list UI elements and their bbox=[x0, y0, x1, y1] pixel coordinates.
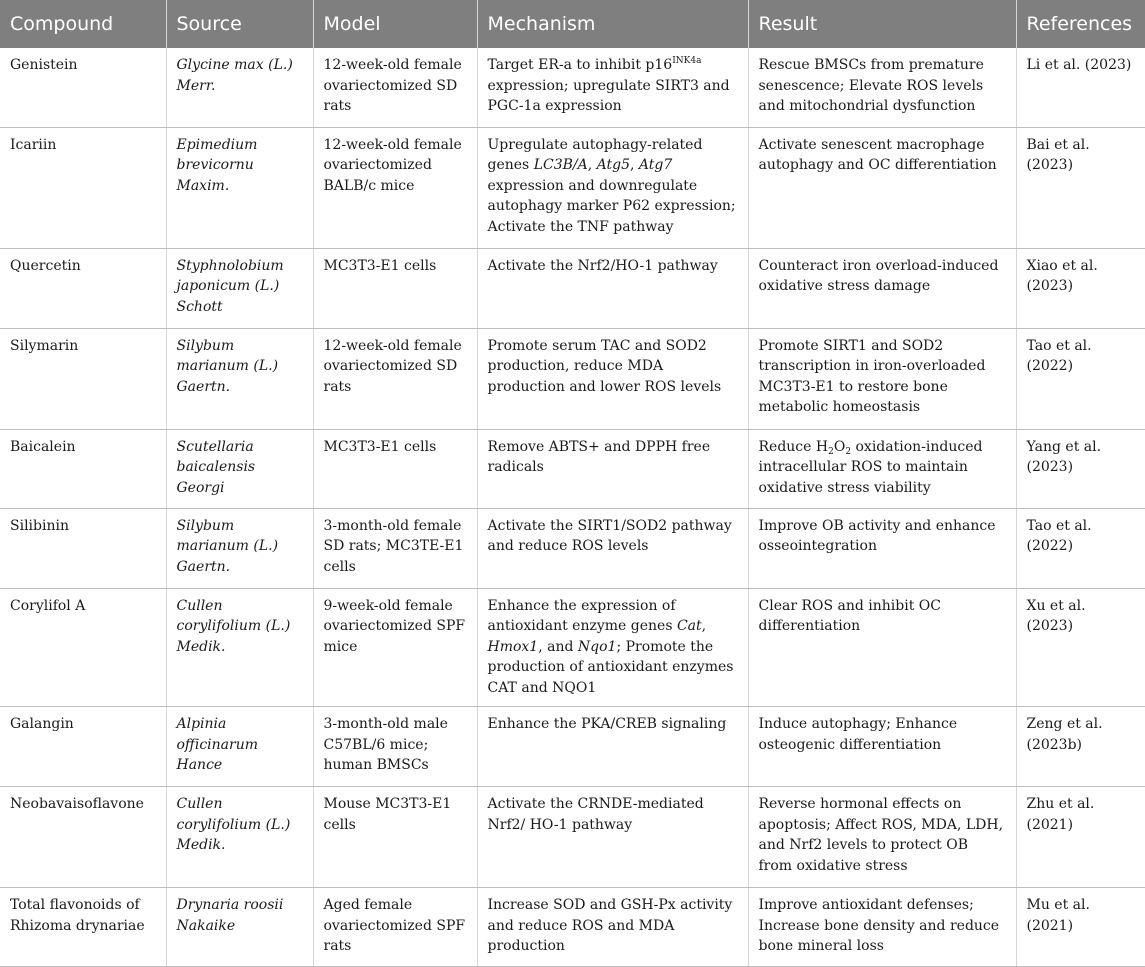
source-cell: Cullen corylifolium (L.) Medik. bbox=[166, 588, 313, 707]
table-row bbox=[0, 328, 1145, 429]
compound-cell: Silymarin bbox=[0, 328, 166, 429]
table-body bbox=[0, 48, 1145, 967]
result-cell: Induce autophagy; Enhance osteogenic differentiation bbox=[748, 707, 1016, 787]
reference-cell: Bai et al. (2023) bbox=[1016, 127, 1145, 248]
source-cell: Glycine max (L.) Merr. bbox=[166, 48, 313, 127]
result-cell: Reduce $H_2O_2$ oxidation-induced intracellular ROS to maintain oxidative stress viability bbox=[748, 429, 1016, 508]
model-cell: MC3T3-E1 cells bbox=[313, 429, 477, 508]
reference-cell: Xu et al. (2023) bbox=[1016, 588, 1145, 707]
table-header bbox=[0, 0, 1145, 48]
source-cell: Alpinia officinarum Hance bbox=[166, 707, 313, 787]
compound-cell: Galangin bbox=[0, 707, 166, 787]
result-cell: Clear ROS and inhibit OC differentiation bbox=[748, 588, 1016, 707]
table-row bbox=[0, 888, 1145, 967]
reference-cell: Tao et al. (2022) bbox=[1016, 508, 1145, 588]
source-cell: Cullen corylifolium (L.) Medik. bbox=[166, 787, 313, 888]
model-cell: 3-month-old female SD rats; MC3TE-E1 cells bbox=[313, 508, 477, 588]
header-row bbox=[0, 0, 1145, 48]
source-cell: Scutellaria baicalensis Georgi bbox=[166, 429, 313, 508]
mechanism-cell: Enhance the expression of antioxidant enzyme genes Cat, Hmox1, and Nqo1; Promote the production of antioxidant enzymes CAT and NQO1 bbox=[477, 588, 748, 707]
result-cell: Reverse hormonal effects on apoptosis; Affect ROS, MDA, LDH, and Nrf2 levels to protect OB from oxidative stress bbox=[748, 787, 1016, 888]
mechanism-cell: Activate the Nrf2/HO-1 pathway bbox=[477, 248, 748, 328]
result-cell: Promote SIRT1 and SOD2 transcription in iron-overloaded MC3T3-E1 to restore bone metabolic homeostasis bbox=[748, 328, 1016, 429]
compound-cell: Corylifol A bbox=[0, 588, 166, 707]
compound-cell: Genistein bbox=[0, 48, 166, 127]
header-source: Source bbox=[166, 0, 313, 48]
reference-cell: Yang et al. (2023) bbox=[1016, 429, 1145, 508]
model-cell: Mouse MC3T3-E1 cells bbox=[313, 787, 477, 888]
header-references: References bbox=[1016, 0, 1145, 48]
table-row bbox=[0, 508, 1145, 588]
mechanism-cell: Remove ABTS+ and DPPH free radicals bbox=[477, 429, 748, 508]
mechanism-cell: Activate the CRNDE-mediated Nrf2/ HO-1 pathway bbox=[477, 787, 748, 888]
source-cell: Drynaria roosii Nakaike bbox=[166, 888, 313, 967]
mechanism-cell: Target ER-a to inhibit $p16^{INK4a}$ expression; upregulate SIRT3 and PGC-1a expression bbox=[477, 48, 748, 127]
table-row bbox=[0, 707, 1145, 787]
table-row bbox=[0, 248, 1145, 328]
table-row bbox=[0, 787, 1145, 888]
header-mechanism: Mechanism bbox=[477, 0, 748, 48]
result-cell: Counteract iron overload-induced oxidative stress damage bbox=[748, 248, 1016, 328]
result-cell: Improve OB activity and enhance osseointegration bbox=[748, 508, 1016, 588]
table-row bbox=[0, 588, 1145, 707]
mechanism-cell: Enhance the PKA/CREB signaling bbox=[477, 707, 748, 787]
model-cell: Aged female ovariectomized SPF rats bbox=[313, 888, 477, 967]
source-cell: Silybum marianum (L.) Gaertn. bbox=[166, 508, 313, 588]
compound-cell: Icariin bbox=[0, 127, 166, 248]
reference-cell: Li et al. (2023) bbox=[1016, 48, 1145, 127]
model-cell: 12-week-old female ovariectomized SD rats bbox=[313, 328, 477, 429]
compound-cell: Silibinin bbox=[0, 508, 166, 588]
mechanism-cell: Promote serum TAC and SOD2 production, reduce MDA production and lower ROS levels bbox=[477, 328, 748, 429]
reference-cell: Tao et al. (2022) bbox=[1016, 328, 1145, 429]
result-cell: Activate senescent macrophage autophagy and OC differentiation bbox=[748, 127, 1016, 248]
header-model: Model bbox=[313, 0, 477, 48]
model-cell: MC3T3-E1 cells bbox=[313, 248, 477, 328]
compound-cell: Neobavaisoflavone bbox=[0, 787, 166, 888]
header-compound: Compound bbox=[0, 0, 166, 48]
compound-cell: Quercetin bbox=[0, 248, 166, 328]
model-cell: 12-week-old female ovariectomized BALB/c mice bbox=[313, 127, 477, 248]
model-cell: 9-week-old female ovariectomized SPF mice bbox=[313, 588, 477, 707]
source-cell: Styphnolobium japonicum (L.) Schott bbox=[166, 248, 313, 328]
source-cell: Silybum marianum (L.) Gaertn. bbox=[166, 328, 313, 429]
reference-cell: Zeng et al. (2023b) bbox=[1016, 707, 1145, 787]
table-row bbox=[0, 127, 1145, 248]
result-cell: Rescue BMSCs from premature senescence; Elevate ROS levels and mitochondrial dysfunction bbox=[748, 48, 1016, 127]
model-cell: 3-month-old male C57BL/6 mice; human BMSCs bbox=[313, 707, 477, 787]
compound-cell: Baicalein bbox=[0, 429, 166, 508]
result-cell: Improve antioxidant defenses; Increase bone density and reduce bone mineral loss bbox=[748, 888, 1016, 967]
reference-cell: Mu et al. (2021) bbox=[1016, 888, 1145, 967]
table-row bbox=[0, 48, 1145, 127]
compound-cell: Total flavonoids of Rhizoma drynariae bbox=[0, 888, 166, 967]
model-cell: 12-week-old female ovariectomized SD rats bbox=[313, 48, 477, 127]
source-cell: Epimedium brevicornu Maxim. bbox=[166, 127, 313, 248]
table-row bbox=[0, 429, 1145, 508]
reference-cell: Xiao et al. (2023) bbox=[1016, 248, 1145, 328]
mechanism-cell: Increase SOD and GSH-Px activity and reduce ROS and MDA production bbox=[477, 888, 748, 967]
reference-cell: Zhu et al. (2021) bbox=[1016, 787, 1145, 888]
mechanism-cell: Activate the SIRT1/SOD2 pathway and reduce ROS levels bbox=[477, 508, 748, 588]
mechanism-cell: Upregulate autophagy-related genes LC3B/A, Atg5, Atg7 expression and downregulate autophagy marker P62 expression; Activate the TNF pathway bbox=[477, 127, 748, 248]
header-result: Result bbox=[748, 0, 1016, 48]
